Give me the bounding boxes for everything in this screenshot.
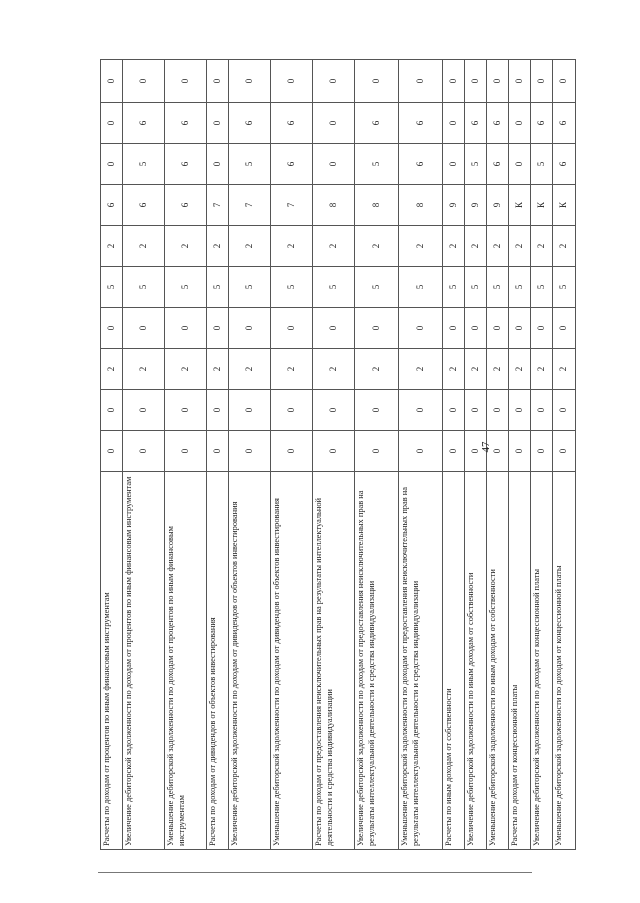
account-name-cell: Уменьшение дебиторской задолженности по доходам от концессионной платы	[553, 472, 576, 850]
table-row	[123, 60, 165, 850]
code-digit-cell: 6	[399, 103, 443, 144]
code-digit-cell: 2	[465, 226, 487, 267]
code-digit-cell: 0	[531, 60, 553, 103]
code-digit-cell: 0	[443, 60, 465, 103]
code-digit-cell: 9	[487, 185, 509, 226]
code-digit-cell: 0	[313, 103, 355, 144]
code-digit-cell: 0	[229, 60, 271, 103]
table-row	[399, 60, 443, 850]
code-digit-cell: 0	[443, 103, 465, 144]
code-digit-cell: 2	[229, 226, 271, 267]
code-digit-cell: 0	[165, 431, 207, 472]
code-digit-cell: 0	[465, 308, 487, 349]
code-digit-cell: 0	[313, 308, 355, 349]
code-digit-cell: 0	[509, 308, 531, 349]
code-digit-cell: 0	[465, 431, 487, 472]
code-digit-cell: 2	[443, 226, 465, 267]
code-digit-cell: 0	[101, 144, 123, 185]
table-row	[553, 60, 576, 850]
code-digit-cell: 9	[465, 185, 487, 226]
code-digit-cell: 6	[229, 103, 271, 144]
code-digit-cell: 2	[531, 349, 553, 390]
code-digit-cell: 0	[509, 390, 531, 431]
code-digit-cell: 2	[487, 226, 509, 267]
account-name-cell: Расчеты по доходам от предоставления неисключительных прав на результаты интеллектуальной деятельности и средства индивидуализации	[313, 472, 355, 850]
code-digit-cell: 2	[509, 349, 531, 390]
code-digit-cell: 0	[465, 60, 487, 103]
code-digit-cell: 0	[553, 390, 576, 431]
account-name-cell: Расчеты по иным доходам от собственности	[443, 472, 465, 850]
code-digit-cell: 2	[553, 349, 576, 390]
code-digit-cell: 0	[509, 431, 531, 472]
code-digit-cell: 2	[531, 226, 553, 267]
code-digit-cell: 0	[207, 390, 229, 431]
code-digit-cell: 5	[509, 267, 531, 308]
code-digit-cell: 5	[271, 267, 313, 308]
table-row	[271, 60, 313, 850]
code-digit-cell: 5	[487, 267, 509, 308]
code-digit-cell: 0	[399, 308, 443, 349]
code-digit-cell: 6	[531, 103, 553, 144]
account-name-cell: Уменьшение дебиторской задолженности по доходам от дивидендов от объектов инвестирования	[271, 472, 313, 850]
code-digit-cell: 5	[229, 144, 271, 185]
code-digit-cell: 2	[165, 349, 207, 390]
code-digit-cell: 2	[101, 349, 123, 390]
code-digit-cell: 0	[101, 431, 123, 472]
code-digit-cell: 0	[509, 103, 531, 144]
code-digit-cell: 2	[399, 226, 443, 267]
code-digit-cell: 5	[465, 267, 487, 308]
code-digit-cell: 5	[165, 267, 207, 308]
code-digit-cell: 2	[123, 349, 165, 390]
code-digit-cell: 5	[465, 144, 487, 185]
code-digit-cell: 6	[101, 185, 123, 226]
table-row	[313, 60, 355, 850]
code-digit-cell: 0	[313, 60, 355, 103]
code-digit-cell: 0	[399, 390, 443, 431]
code-digit-cell: 0	[207, 103, 229, 144]
page-number: 47	[480, 441, 492, 453]
code-digit-cell: 0	[313, 144, 355, 185]
code-digit-cell: 0	[207, 431, 229, 472]
code-digit-cell: 0	[101, 308, 123, 349]
code-digit-cell: 0	[229, 390, 271, 431]
code-digit-cell: 2	[101, 226, 123, 267]
code-digit-cell: 2	[553, 226, 576, 267]
table-row	[101, 60, 123, 850]
code-digit-cell: 0	[355, 308, 399, 349]
code-digit-cell: 9	[443, 185, 465, 226]
account-name-cell: Увеличение дебиторской задолженности по доходам от процентов по иным финансовым инструментам	[123, 472, 165, 850]
code-digit-cell: 0	[531, 390, 553, 431]
code-digit-cell: 0	[165, 60, 207, 103]
code-digit-cell: 0	[399, 431, 443, 472]
code-digit-cell: 2	[207, 349, 229, 390]
table-body	[101, 60, 576, 850]
code-digit-cell: 6	[553, 103, 576, 144]
code-digit-cell: 0	[101, 103, 123, 144]
code-digit-cell: 5	[553, 267, 576, 308]
code-digit-cell: 0	[553, 60, 576, 103]
account-name-cell: Расчеты по доходам от процентов по иным финансовым инструментам	[101, 472, 123, 850]
code-digit-cell: 6	[165, 144, 207, 185]
code-digit-cell: 0	[553, 431, 576, 472]
table-row	[531, 60, 553, 850]
code-digit-cell: 0	[443, 308, 465, 349]
code-digit-cell: 0	[443, 390, 465, 431]
code-digit-cell: 0	[165, 390, 207, 431]
code-digit-cell: 2	[229, 349, 271, 390]
account-name-cell: Увеличение дебиторской задолженности по доходам от предоставления неисключительных прав на результаты интеллектуальной деятельности и средства индивидуализации	[355, 472, 399, 850]
code-digit-cell: 0	[531, 308, 553, 349]
code-digit-cell: 5	[531, 144, 553, 185]
code-digit-cell: 2	[465, 349, 487, 390]
code-digit-cell: 0	[271, 390, 313, 431]
code-digit-cell: 0	[487, 431, 509, 472]
code-digit-cell: 2	[487, 349, 509, 390]
code-digit-cell: 2	[355, 226, 399, 267]
code-digit-cell: 2	[313, 226, 355, 267]
account-name-cell: Расчеты по доходам от дивидендов от объектов инвестирования	[207, 472, 229, 850]
code-digit-cell: 0	[271, 308, 313, 349]
code-digit-cell: 2	[443, 349, 465, 390]
code-digit-cell: 5	[101, 267, 123, 308]
code-digit-cell: 0	[487, 60, 509, 103]
code-digit-cell: 8	[355, 185, 399, 226]
account-name-cell: Уменьшение дебиторской задолженности по иным доходам от собственности	[487, 472, 509, 850]
code-digit-cell: 5	[355, 144, 399, 185]
code-digit-cell: 6	[355, 103, 399, 144]
code-digit-cell: 0	[123, 431, 165, 472]
code-digit-cell: К	[553, 185, 576, 226]
code-digit-cell: 0	[487, 390, 509, 431]
code-digit-cell: 0	[229, 431, 271, 472]
code-digit-cell: 8	[313, 185, 355, 226]
code-digit-cell: 0	[123, 308, 165, 349]
table-row	[165, 60, 207, 850]
code-digit-cell: 0	[399, 60, 443, 103]
account-name-cell: Увеличение дебиторской задолженности по доходам от дивидендов от объектов инвестирования	[229, 472, 271, 850]
table-row	[509, 60, 531, 850]
code-digit-cell: 0	[123, 60, 165, 103]
code-digit-cell: 6	[399, 144, 443, 185]
code-digit-cell: 0	[465, 390, 487, 431]
code-digit-cell: 0	[313, 431, 355, 472]
code-digit-cell: 6	[487, 144, 509, 185]
code-digit-cell: 2	[313, 349, 355, 390]
code-digit-cell: 0	[509, 60, 531, 103]
code-digit-cell: 0	[207, 308, 229, 349]
code-digit-cell: 2	[271, 226, 313, 267]
code-digit-cell: 7	[207, 185, 229, 226]
code-digit-cell: 0	[443, 431, 465, 472]
code-digit-cell: 0	[355, 431, 399, 472]
code-digit-cell: 0	[207, 144, 229, 185]
code-digit-cell: 0	[487, 308, 509, 349]
code-digit-cell: 0	[165, 308, 207, 349]
code-digit-cell: 0	[355, 60, 399, 103]
code-digit-cell: 6	[271, 103, 313, 144]
code-digit-cell: 6	[271, 144, 313, 185]
code-digit-cell: 2	[207, 226, 229, 267]
code-digit-cell: 6	[123, 185, 165, 226]
code-digit-cell: 0	[313, 390, 355, 431]
code-digit-cell: К	[531, 185, 553, 226]
code-digit-cell: 0	[271, 431, 313, 472]
code-digit-cell: 2	[271, 349, 313, 390]
code-digit-cell: 6	[553, 144, 576, 185]
account-name-cell: Расчеты по доходам от концессионной платы	[509, 472, 531, 850]
rotated-table-container	[100, 60, 575, 850]
code-digit-cell: 7	[229, 185, 271, 226]
code-digit-cell: 6	[123, 103, 165, 144]
code-digit-cell: 2	[165, 226, 207, 267]
code-digit-cell: 0	[355, 390, 399, 431]
account-name-cell: Уменьшение дебиторской задолженности по доходам от предоставления неисключительных прав на результаты интеллектуальной деятельности и средства индивидуализации	[399, 472, 443, 850]
account-name-cell: Уменьшение дебиторской задолженности по доходам от процентов по иным финансовым инструментам	[165, 472, 207, 850]
code-digit-cell: 5	[207, 267, 229, 308]
table-row	[229, 60, 271, 850]
table-row	[443, 60, 465, 850]
code-digit-cell: 5	[123, 267, 165, 308]
code-digit-cell: 0	[101, 60, 123, 103]
code-digit-cell: 6	[487, 103, 509, 144]
code-digit-cell: 5	[355, 267, 399, 308]
table-row	[355, 60, 399, 850]
code-digit-cell: 2	[509, 226, 531, 267]
code-digit-cell: 2	[123, 226, 165, 267]
code-digit-cell: 5	[443, 267, 465, 308]
code-digit-cell: К	[509, 185, 531, 226]
code-digit-cell: 6	[465, 103, 487, 144]
code-digit-cell: 0	[229, 308, 271, 349]
code-digit-cell: 2	[355, 349, 399, 390]
account-codes-table	[100, 59, 576, 850]
code-digit-cell: 0	[443, 144, 465, 185]
code-digit-cell: 5	[123, 144, 165, 185]
code-digit-cell: 0	[553, 308, 576, 349]
table-row	[207, 60, 229, 850]
code-digit-cell: 6	[165, 103, 207, 144]
code-digit-cell: 5	[399, 267, 443, 308]
code-digit-cell: 0	[101, 390, 123, 431]
code-digit-cell: 6	[165, 185, 207, 226]
code-digit-cell: 0	[207, 60, 229, 103]
code-digit-cell: 2	[399, 349, 443, 390]
code-digit-cell: 5	[531, 267, 553, 308]
code-digit-cell: 0	[531, 431, 553, 472]
account-name-cell: Увеличение дебиторской задолженности по доходам от концессионной платы	[531, 472, 553, 850]
code-digit-cell: 0	[271, 60, 313, 103]
footer-rule	[98, 872, 532, 873]
code-digit-cell: 5	[313, 267, 355, 308]
code-digit-cell: 7	[271, 185, 313, 226]
code-digit-cell: 5	[229, 267, 271, 308]
account-name-cell: Увеличение дебиторской задолженности по иным доходам от собственности	[465, 472, 487, 850]
code-digit-cell: 0	[509, 144, 531, 185]
code-digit-cell: 8	[399, 185, 443, 226]
code-digit-cell: 0	[123, 390, 165, 431]
